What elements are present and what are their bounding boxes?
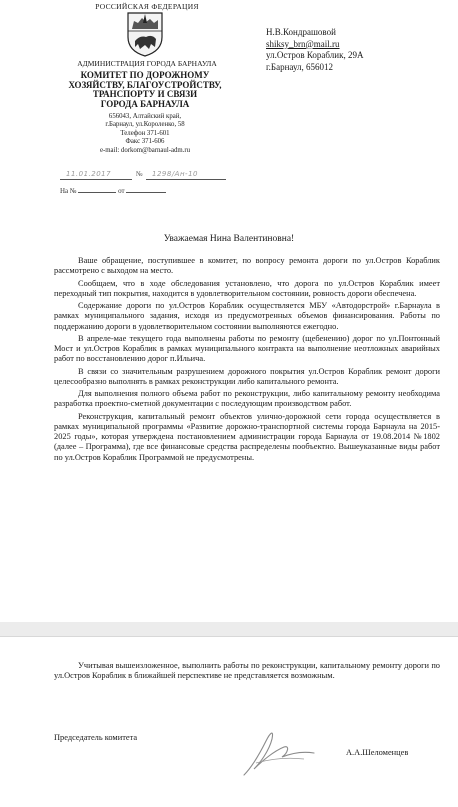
committee-name bbox=[60, 71, 230, 110]
letter-body-continued bbox=[54, 661, 440, 682]
recipient-block bbox=[266, 27, 446, 74]
letter-body bbox=[54, 256, 440, 465]
phone-line: Телефон 371-601 bbox=[120, 129, 170, 137]
committee-line: ГОРОДА БАРНАУЛА bbox=[100, 99, 190, 110]
address-line: г.Барнаул, ул.Короленко, 58 bbox=[105, 121, 185, 129]
paragraph: Сообщаем, что в ходе обследования установлено, что дорога по ул.Остров Кораблик имеет переходный тип покрытия, находится в удовлетворительном состоянии, ровность дороги обеспечена. bbox=[54, 278, 440, 298]
incoming-from-label: от bbox=[118, 187, 125, 195]
paragraph: Для выполнения полного объема работ по реконструкции, либо капитальному ремонту необходима разработка проектно-сметной документации с последующим производством работ. bbox=[54, 389, 440, 409]
email-line: e-mail: dorkom@barnaul-adm.ru bbox=[99, 146, 191, 154]
recipient-street: ул.Остров Кораблик, 29А bbox=[266, 50, 364, 61]
committee-address bbox=[60, 113, 230, 155]
outgoing-number-row bbox=[60, 170, 230, 182]
committee-line: КОМИТЕТ ПО ДОРОЖНОМУ bbox=[80, 70, 210, 80]
address-line: 656043, Алтайский край, bbox=[108, 113, 182, 120]
incoming-number-label: На № bbox=[60, 187, 77, 195]
administration-title: АДМИНИСТРАЦИЯ ГОРОДА БАРНАУЛА bbox=[77, 59, 217, 68]
committee-line: ТРАНСПОРТУ И СВЯЗИ bbox=[92, 89, 198, 100]
recipient-email: shiksy_brn@mail.ru bbox=[266, 38, 340, 49]
outgoing-number-label: № bbox=[136, 170, 143, 178]
recipient-name: Н.В.Кондрашовой bbox=[266, 27, 336, 37]
page-gap bbox=[0, 622, 458, 636]
coat-of-arms-icon bbox=[126, 11, 164, 57]
committee-line: ХОЗЯЙСТВУ, БЛАГОУСТРОЙСТВУ, bbox=[68, 79, 222, 90]
signatory-title: Председатель комитета bbox=[54, 733, 138, 742]
paragraph: Учитывая вышеизложенное, выполнить работы по реконструкции, капитальному ремонту дороги по ул.Остров Кораблик в ближайшей перспективе не представляется возможным. bbox=[54, 661, 440, 681]
paragraph: Содержание дороги по ул.Остров Кораблик осуществляется МБУ «Автодорстрой» г.Барнаула в рамках муниципального задания, исходя из предусмотренных объемов финансирования. Работы по поддержанию дороги в удовлетворительном состоянии выполняются ежегодно. bbox=[54, 301, 440, 331]
paragraph: В апреле-мае текущего года выполнены работы по ремонту (щебенению) дорог по ул.Понтонный Мост и ул.Остров Кораблик в рамках муниципального контракта на выполнение неотложных аварийных работ по восстановлению дорог п.Ильича. bbox=[54, 333, 440, 364]
paragraph: Реконструкция, капитальный ремонт объектов улично-дорожной сети города осуществляется в рамках муниципальной программы «Развитие дорожно-транспортной системы города Барнаула на 2015-2025 годы», которая утверждена постановлением администрации города Барнаула от 19.08.2014 №1802 (далее – Программа), где все финансовые средства распределены пообъектно. Вышеуказанные виды работ по ул.Остров Кораблик Программой не предусмотрены. bbox=[54, 411, 440, 462]
outgoing-date: 11.01.2017 bbox=[66, 170, 112, 178]
fax-line: Факс 371-606 bbox=[125, 138, 165, 146]
greeting: Уважаемая Нина Валентиновна! bbox=[163, 234, 295, 244]
federation-title: РОССИЙСКАЯ ФЕДЕРАЦИЯ bbox=[95, 2, 199, 11]
signatory-name: А.А.Шеломенцев bbox=[346, 748, 409, 757]
incoming-number-row bbox=[60, 187, 230, 195]
letter-page-2 bbox=[0, 636, 458, 807]
recipient-city: г.Барнаул, 656012 bbox=[266, 62, 334, 73]
paragraph: Ваше обращение, поступившее в комитет, по вопросу ремонта дороги по ул.Остров Кораблик рассмотрено с выходом на место. bbox=[54, 256, 440, 276]
paragraph: В связи со значительным разрушением дорожного покрытия ул.Остров Кораблик ремонт дороги целесообразно выполнять в рамках реконструкции либо капитального ремонта. bbox=[54, 366, 440, 386]
handwritten-signature bbox=[226, 723, 326, 783]
outgoing-number: 1298/Ан-10 bbox=[152, 170, 198, 178]
